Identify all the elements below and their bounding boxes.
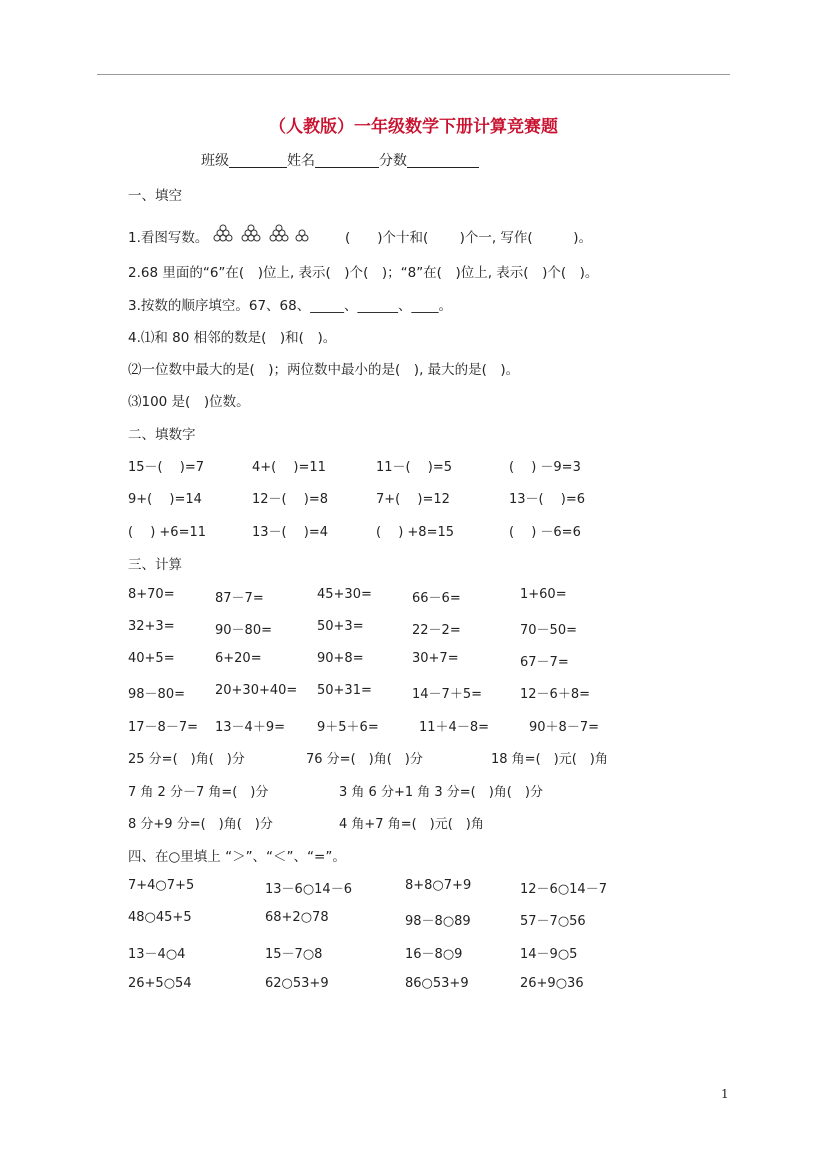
fill-item: ( ) －6=6 <box>509 525 581 540</box>
compare-item: 13－4○4 <box>128 947 186 962</box>
section-heading-compare: 四、在○里填上 “＞”、“＜”、“=”。 <box>128 849 346 865</box>
fill-item: 9+( )=14 <box>128 492 202 507</box>
class-blank[interactable] <box>229 153 287 168</box>
score-blank[interactable] <box>407 153 479 168</box>
money-item: 4 角+7 角=( )元( )角 <box>339 817 484 832</box>
calc-item: 13－4＋9= <box>215 720 285 735</box>
compare-item: 16－8○9 <box>405 947 463 962</box>
calc-item: 12－6＋8= <box>520 687 590 702</box>
calc-item: 45+30= <box>317 587 372 602</box>
calc-item: 30+7= <box>412 651 459 666</box>
compare-item: 26+9○36 <box>520 976 584 991</box>
compare-item: 98－8○89 <box>405 914 471 929</box>
calc-item: 8+70= <box>128 587 175 602</box>
calc-item: 87－7= <box>215 591 264 606</box>
section-heading-fill-blank: 一、填空 <box>128 188 182 204</box>
name-label: 姓名 <box>287 153 315 169</box>
question-3: 3.按数的顺序填空。67、68、_____、______、____。 <box>128 298 452 314</box>
calc-item: 67－7= <box>520 655 569 670</box>
compare-item: 48○45+5 <box>128 910 192 925</box>
calc-item: 50+3= <box>317 619 364 634</box>
fill-item: 11－( )=5 <box>376 460 452 475</box>
page-number: 1 <box>721 1087 729 1101</box>
page-title: （人教版）一年级数学下册计算竞赛题 <box>269 117 558 137</box>
compare-item: 12－6○14－7 <box>520 882 607 897</box>
question-4-3: ⑶100 是( )位数。 <box>128 394 250 410</box>
calc-item: 20+30+40= <box>215 683 298 698</box>
calc-item: 90－80= <box>215 623 272 638</box>
calc-item: 98－80= <box>128 687 185 702</box>
fill-item: 13－( )=6 <box>509 492 585 507</box>
calc-item: 9＋5＋6= <box>317 720 379 735</box>
question-4-1: 4.⑴和 80 相邻的数是( )和( )。 <box>128 330 337 346</box>
compare-item: 8+8○7+9 <box>405 878 472 893</box>
calc-item: 11＋4－8= <box>419 720 489 735</box>
calc-item: 17－8－7= <box>128 720 198 735</box>
money-item: 18 角=( )元( )角 <box>491 752 608 767</box>
fill-item: ( ) +6=11 <box>128 525 207 540</box>
calc-item: 70－50= <box>520 623 577 638</box>
compare-item: 68+2○78 <box>265 910 329 925</box>
fill-item: 7+( )=12 <box>376 492 450 507</box>
calc-item: 22－2= <box>412 623 461 638</box>
calc-item: 50+31= <box>317 683 372 698</box>
fill-item: ( ) －9=3 <box>509 460 581 475</box>
question-1 <box>128 224 592 246</box>
calc-item: 66－6= <box>412 591 461 606</box>
class-label: 班级 <box>201 153 229 169</box>
compare-item: 86○53+9 <box>405 976 469 991</box>
compare-item: 26+5○54 <box>128 976 192 991</box>
question-1-answer: ( )个十和( )个一, 写作( )。 <box>344 230 592 246</box>
compare-item: 15－7○8 <box>265 947 323 962</box>
calc-item: 32+3= <box>128 619 175 634</box>
money-item: 3 角 6 分+1 角 3 分=( )角( )分 <box>339 785 543 800</box>
section-heading-calculate: 三、计算 <box>128 557 182 573</box>
calc-item: 14－7＋5= <box>412 687 482 702</box>
calc-item: 90＋8－7= <box>529 720 599 735</box>
calc-item: 40+5= <box>128 651 175 666</box>
header-rule <box>97 74 730 75</box>
calc-item: 1+60= <box>520 587 567 602</box>
fill-item: 12－( )=8 <box>252 492 328 507</box>
counting-beads-icon <box>213 224 325 244</box>
compare-item: 14－9○5 <box>520 947 578 962</box>
money-item: 25 分=( )角( )分 <box>128 752 245 767</box>
calc-item: 6+20= <box>215 651 262 666</box>
compare-item: 7+4○7+5 <box>128 878 195 893</box>
fill-item: ( ) +8=15 <box>376 525 455 540</box>
calc-item: 90+8= <box>317 651 364 666</box>
student-info <box>201 150 479 170</box>
money-item: 8 分+9 分=( )角( )分 <box>128 817 273 832</box>
money-item: 76 分=( )角( )分 <box>306 752 423 767</box>
question-2: 2.68 里面的“6”在( )位上, 表示( )个( )；“8”在( )位上, 表示( )个( )。 <box>128 265 599 281</box>
section-heading-fill-numbers: 二、填数字 <box>128 427 196 443</box>
score-label: 分数 <box>379 153 407 169</box>
money-item: 7 角 2 分－7 角=( )分 <box>128 785 269 800</box>
compare-item: 62○53+9 <box>265 976 329 991</box>
fill-item: 4+( )=11 <box>252 460 326 475</box>
fill-item: 13－( )=4 <box>252 525 328 540</box>
question-1-prefix: 1.看图写数。 <box>128 230 209 246</box>
name-blank[interactable] <box>315 153 379 168</box>
compare-item: 57－7○56 <box>520 914 586 929</box>
compare-item: 13－6○14－6 <box>265 882 352 897</box>
question-4-2: ⑵一位数中最大的是( )；两位数中最小的是( ), 最大的是( )。 <box>128 362 520 378</box>
fill-item: 15－( )=7 <box>128 460 204 475</box>
